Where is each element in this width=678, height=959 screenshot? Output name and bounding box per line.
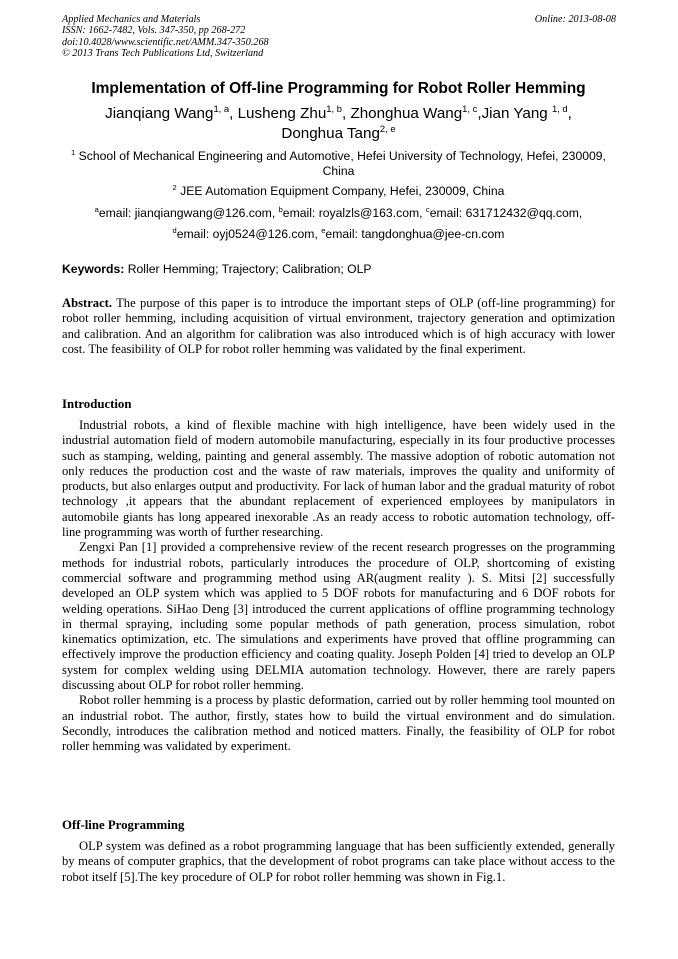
journal-header [62, 14, 269, 60]
author: Jianqiang Wang$^{1, a}$, [105, 102, 238, 122]
paragraph: Industrial robots, a kind of flexible machine with high intelligence, have been widely used in the industrial automation field of modern automobile manufacturing, especially in its four productive processes such as stamping, welding, painting and general assembly. The massive adoption of robotic automation not only reduces the production cost and the waste of raw materials, improves the quality and uniformity of products, but also enlarges output and productivity. For lack of human labor and the gradual maturity of robot technology ,it appears that the abundant replacement of experienced employees by manipulators in automobile giants has long appeared inexorable .As an ready access to robotic automation technology, off-line programming was worth of further researching. [62, 418, 615, 540]
online-date: Online: 2013-08-08 [534, 14, 616, 25]
paragraph: Zengxi Pan [1] provided a comprehensive review of the recent research progresses on the programming methods for industrial robots, particularly introduces the procedure of OLP, shortcoming of existing commercial software and programming method using AR(augment reality ). S. Mitsi [2] successfully developed an OLP system which was applied to 5 DOF robots for manufacturing and 6 DOF robots for welding operations. SiHao Deng [3] introduced the current applications of offline programming technology in thermal spraying, including some popular methods of path generation, process simulation, robot kinematics optimization, etc. The simulations and experiments have proved that offline programming can effectively improve the production efficiency and coating quality. Joseph Polden [4] tried to develop an OLP system for complex welding using DELMIA automation technology. However, there are rarely papers discussing about OLP for robot roller hemming. [62, 540, 615, 693]
abstract-text: The purpose of this paper is to introduce the important steps of OLP (off-line programming) for robot roller hemming, including acquisition of virtual environment, trajectory generation and optimization and calibration. And an algorithm for calibration was also introduced which is of high accuracy with lower cost. The feasibility of OLP for robot roller hemming was validated by the final experiment. [62, 296, 615, 356]
introduction-body [62, 418, 615, 755]
journal-issn: ISSN: 1662-7482, Vols. 347-350, pp 268-272 [62, 25, 246, 37]
paper-title: Implementation of Off-line Programming for Robot Roller Hemming [91, 80, 586, 97]
abstract [62, 296, 615, 357]
abstract-label: Abstract. [62, 296, 113, 310]
journal-copyright: © 2013 Trans Tech Publications Ltd, Switzerland [62, 48, 264, 60]
paragraph: Robot roller hemming is a process by plastic deformation, carried out by roller hemming tool mounted on an industrial robot. The author, firstly, states how to build the virtual environment and do simulation. Secondly, introduces the calibration method and noticed matters. Finally, the feasibility of OLP for robot roller hemming was validated by experiment. [62, 693, 615, 754]
paragraph: OLP system was defined as a robot programming language that has been sufficiently extended, generally by means of computer graphics, that the development of robot programs can take place without access to the robot itself [5].The key procedure of OLP for robot roller hemming was shown in Fig.1. [62, 839, 615, 884]
section-heading-offline-programming: Off-line Programming [62, 818, 185, 832]
author: Donghua Tang$^{2, e}$ [281, 122, 396, 142]
journal-doi: doi:10.4028/www.scientific.net/AMM.347-350.268 [62, 36, 269, 48]
author: Lusheng Zhu$^{1, b}$, [237, 102, 351, 122]
section-heading-introduction: Introduction [62, 397, 132, 411]
author-list [62, 104, 615, 144]
affiliation-1: $^1$ School of Mechanical Engineering and Automotive, Hefei University of Technology, Hefei, 230009, China [71, 147, 606, 178]
author: Jian Yang $^{1, d}$, [481, 102, 572, 122]
email-line-1: $^a$email: jianqiangwang@126.com, $^b$email: royalzls@163.com, $^c$email: 631712432@qq.com, [94, 204, 583, 220]
author: Zhonghua Wang$^{1, c}$, [350, 102, 482, 122]
keywords-label: Keywords: [62, 262, 125, 276]
keywords [62, 262, 372, 276]
offline-programming-body [62, 839, 615, 885]
email-line-2: $^d$email: oyj0524@126.com, $^e$email: tangdonghua@jee-cn.com [172, 225, 505, 241]
journal-name: Applied Mechanics and Materials [62, 14, 201, 25]
affiliation-2: $^2$ JEE Automation Equipment Company, Hefei, 230009, China [172, 182, 505, 198]
keywords-text: Roller Hemming; Trajectory; Calibration; OLP [124, 262, 372, 276]
